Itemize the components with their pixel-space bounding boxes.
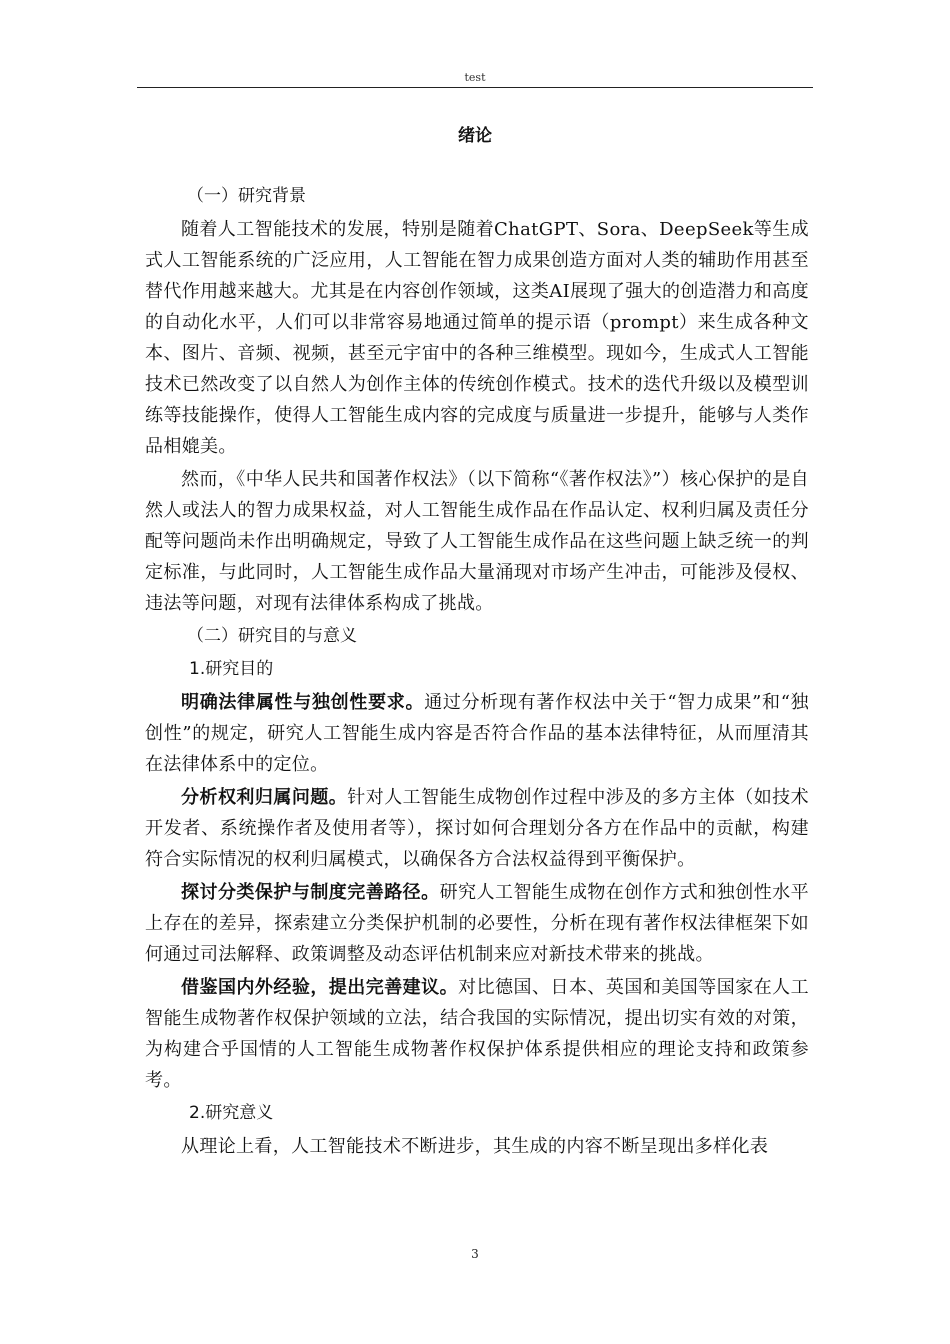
subsection-heading-purpose: 1.研究目的 [189,659,274,679]
paragraph-purpose-rights-ownership [145,782,809,875]
header-text: test [464,71,486,84]
paragraph-background-1: 随着人工智能技术的发展，特别是随着ChatGPT、Sora、DeepSeek等生成式人工智能系统的广泛应用，人工智能在智力成果创造方面对人类的辅助作用甚至替代作用越来越大。尤其是在内容创作领域，这类AI展现了强大的创造潜力和高度的自动化水平，人们可以非常容易地通过简单的提示语（prompt）来生成各种文本、图片、音频、视频，甚至元宇宙中的各种三维模型。现如今，生成式人工智能技术已然改变了以自然人为创作主体的传统创作模式。技术的迭代升级以及模型训练等技能操作，使得人工智能生成内容的完成度与质量进一步提升，能够与人类作品相媲美。 [145,219,809,457]
page-number: 3 [471,1247,479,1261]
paragraph-body: 针对人工智能生成物创作过程中涉及的多方主体（如技术开发者、系统操作者及使用者等），探讨如何合理划分各方在作品中的贡献，构建符合实际情况的权利归属模式，以确保各方合法权益得到平衡保护。 [145,787,809,870]
paragraph-purpose-experience [145,972,809,1096]
paragraph-purpose-classified-protection [145,877,809,970]
paragraph-lead: 明确法律属性与独创性要求。 [181,692,425,713]
paragraph-body: 通过分析现有著作权法中关于“智力成果”和“独创性”的规定，研究人工智能生成内容是否符合作品的基本法律特征，从而厘清其在法律体系中的定位。 [145,692,809,775]
section-heading-purpose-significance: （二）研究目的与意义 [187,626,357,646]
paragraph-lead: 借鉴国内外经验，提出完善建议。 [181,977,459,998]
paragraph-body: 对比德国、日本、英国和美国等国家在人工智能生成物著作权保护领域的立法，结合我国的实际情况，提出切实有效的对策，为构建合乎国情的人工智能生成物著作权保护体系提供相应的理论支持和政策参考。 [145,977,809,1091]
subsection-heading-significance: 2.研究意义 [189,1103,274,1123]
paragraph-body: 研究人工智能生成物在创作方式和独创性水平上存在的差异，探索建立分类保护机制的必要性，分析在现有著作权法律框架下如何通过司法解释、政策调整及动态评估机制来应对新技术带来的挑战。 [145,882,809,965]
document-body [145,181,809,1164]
page-title: 绪论 [458,126,492,146]
paragraph-background-2: 然而，《中华人民共和国著作权法》（以下简称“《著作权法》”）核心保护的是自然人或法人的智力成果权益，对人工智能生成作品在作品认定、权利归属及责任分配等问题尚未作出明确规定，导致了人工智能生成作品在这些问题上缺乏统一的判定标准，与此同时，人工智能生成作品大量涌现对市场产生冲击，可能涉及侵权、违法等问题，对现有法律体系构成了挑战。 [145,469,809,614]
paragraph-significance-1: 从理论上看，人工智能技术不断进步，其生成的内容不断呈现出多样化表 [181,1136,769,1157]
paragraph-lead: 分析权利归属问题。 [181,787,348,808]
header-divider [137,87,813,88]
section-heading-background: （一）研究背景 [187,186,306,206]
paragraph-purpose-legal-attribute [145,687,809,780]
paragraph-lead: 探讨分类保护与制度完善路径。 [181,882,440,903]
